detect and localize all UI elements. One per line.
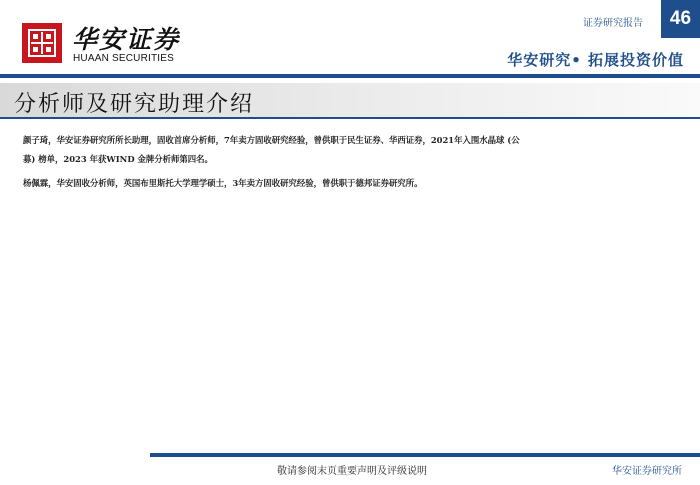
footer-disclaimer: 敬请参阅末页重要声明及评级说明 bbox=[277, 466, 427, 477]
seal-dot bbox=[33, 47, 38, 52]
seal-dot bbox=[46, 47, 51, 52]
page-number: 46 bbox=[669, 8, 692, 29]
footer-divider bbox=[150, 453, 700, 457]
huaan-seal-icon bbox=[22, 23, 62, 63]
analyst-bios bbox=[23, 131, 528, 198]
logo-english-name: HUAAN SECURITIES bbox=[73, 53, 174, 64]
report-type-label: 证券研究报告 bbox=[583, 18, 643, 29]
seal-dot bbox=[46, 34, 51, 39]
analyst-bio-paragraph: 颜子琦，华安证券研究所所长助理，固收首席分析师，7年卖方固收研究经验，曾供职于民生证券、华西证券，2021年入围水晶球 (公募) 榜单，2023 年获WIND 金牌分析师第四名。 bbox=[23, 135, 520, 164]
page-number-badge bbox=[661, 0, 700, 38]
section-title-band bbox=[0, 83, 700, 119]
seal-dot bbox=[33, 34, 38, 39]
seal-bar-vertical bbox=[41, 32, 43, 54]
header-divider bbox=[0, 74, 700, 78]
header-slogan: 华安研究• 拓展投资价值 bbox=[507, 51, 684, 69]
analyst-bio-paragraph: 杨佩霖，华安固收分析师，英国布里斯托大学理学硕士，3年卖方固收研究经验，曾供职于德邦证券研究所。 bbox=[23, 178, 423, 188]
section-title: 分析师及研究助理介绍 bbox=[14, 92, 255, 117]
footer-company-name: 华安证券研究所 bbox=[612, 466, 682, 477]
logo-chinese-name: 华安证券 bbox=[72, 25, 181, 54]
